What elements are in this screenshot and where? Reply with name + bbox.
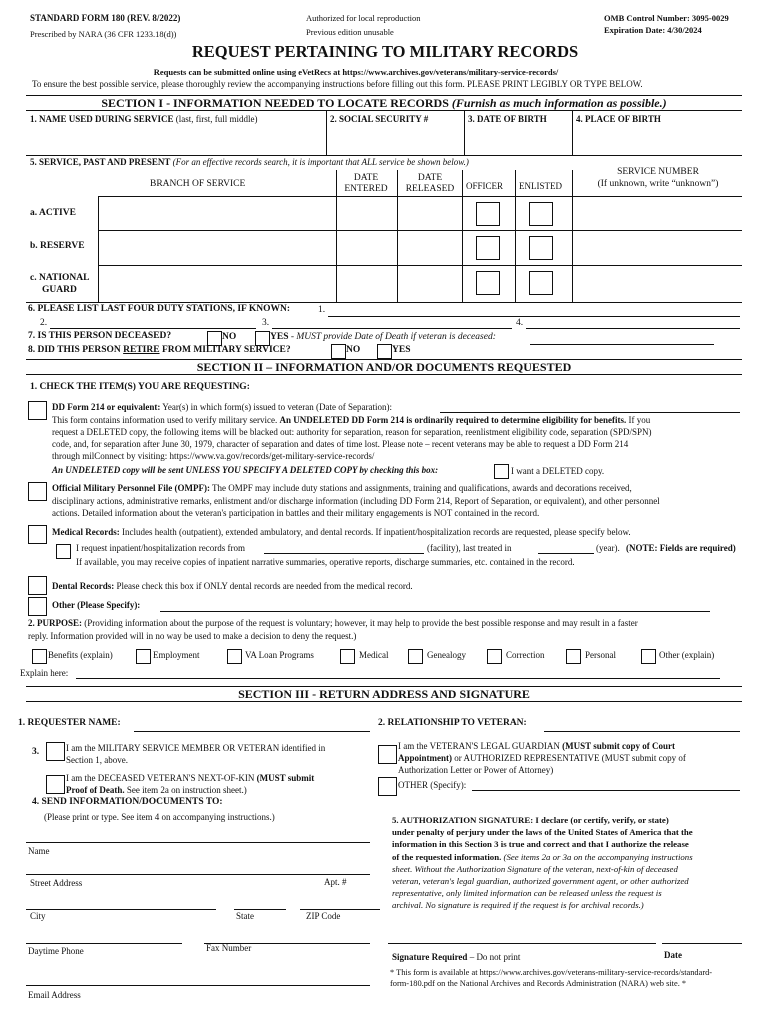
relationship-label: 2. RELATIONSHIP TO VETERAN: <box>378 718 527 728</box>
address-name-field[interactable] <box>26 874 370 875</box>
reserve-enlisted-checkbox[interactable] <box>529 236 553 260</box>
street-address-field[interactable] <box>26 909 216 910</box>
dob-label: 3. DATE OF BIRTH <box>468 114 547 124</box>
section-2-heading: SECTION II – INFORMATION AND/OR DOCUMENTS REQUESTED <box>26 359 742 375</box>
medical-title: Medical Records: <box>52 527 120 537</box>
dd214-line3: code, and, for separation after June 30, 1979, character of separation and dates of time lost. Please note – recent veterans may be able to request a DD Form 214 <box>52 439 629 449</box>
duty-station-1-field[interactable] <box>328 316 740 317</box>
purpose-va-loan-label: VA Loan Programs <box>245 650 314 660</box>
auth-l5: sheet. Without the Authorization Signature of the veteran, next-of-kin of deceased <box>392 863 678 874</box>
section-1-heading <box>26 95 742 111</box>
other-relationship-field[interactable] <box>472 790 740 791</box>
col-date-released-l1: DATE <box>417 173 443 183</box>
veteran-self-label <box>66 742 325 766</box>
explain-label: Explain here: <box>20 668 69 678</box>
year-treated-field[interactable] <box>538 553 594 554</box>
name-used-label <box>30 114 257 124</box>
guardian-checkbox[interactable] <box>378 745 397 764</box>
state-label: State <box>236 911 254 921</box>
section-1-title: SECTION I - INFORMATION NEEDED TO LOCATE RECORDS <box>101 96 449 110</box>
dd214-line1 <box>52 415 650 425</box>
retire-no-checkbox[interactable] <box>331 344 346 359</box>
col-date-entered-l2: ENTERED <box>344 184 388 194</box>
nok-l1a: I am the DECEASED VETERAN'S NEXT-OF-KIN <box>66 773 257 783</box>
purpose-employment-checkbox[interactable] <box>136 649 151 664</box>
ompf-checkbox[interactable] <box>28 482 47 501</box>
medical-checkbox[interactable] <box>28 525 47 544</box>
dd214-checkbox[interactable] <box>28 401 47 420</box>
purpose-other-checkbox[interactable] <box>641 649 656 664</box>
dd214-line2: request a DELETED copy, the following items will be blacked out: authority for separation, reason for separation, reenlistment eligibility code, separation (SPD/SPN) <box>52 427 652 437</box>
apt-field[interactable] <box>234 909 286 910</box>
footer-l1: * This form is available at https://www.archives.gov/veterans-military-service-records/standard- <box>390 968 713 977</box>
pob-label: 4. PLACE OF BIRTH <box>576 114 661 124</box>
daytime-phone-label: Daytime Phone <box>28 946 84 956</box>
purpose-text: (Providing information about the purpose of the request is voluntary; however, it may help to provide the best possible response and may result in a faster <box>82 618 638 628</box>
retire-post: FROM MILITARY SERVICE? <box>159 345 291 355</box>
explain-field[interactable] <box>76 678 720 679</box>
deleted-copy-label: I want a DELETED copy. <box>511 466 605 476</box>
purpose-line1 <box>28 618 638 628</box>
address-name-label: Name <box>28 846 50 856</box>
other-records-field[interactable] <box>160 611 710 612</box>
apt-label: Apt. # <box>324 877 347 887</box>
purpose-line2: reply. Information provided will in no way be used to make a decision to deny the request.) <box>28 631 357 641</box>
auth-l4a: of the requested information. <box>392 851 502 862</box>
signature-label <box>392 952 520 962</box>
dd214-line4: through milConnect by visiting: https://www.va.gov/records/get-military-service-records/ <box>52 451 375 461</box>
ompf-text: The OMPF may include duty stations and assignments, training and qualifications, awards and decorations received, <box>209 483 632 493</box>
nok-l2b: See item 2a on instruction sheet.) <box>124 785 247 795</box>
ssn-label: 2. SOCIAL SECURITY # <box>330 114 429 124</box>
purpose-personal-label: Personal <box>585 650 616 660</box>
next-of-kin-label <box>66 772 314 796</box>
dental-hint: Please check this box if ONLY dental records are needed from the medical record. <box>114 581 413 591</box>
year-label: (year). <box>596 543 620 553</box>
duty-station-2-field[interactable] <box>50 328 256 329</box>
row-guard-l1: c. NATIONAL <box>30 273 90 283</box>
col-date-released-l2: RELEASED <box>405 184 455 194</box>
prescribed-by: Prescribed by NARA (36 CFR 1233.18(d)) <box>30 29 177 39</box>
duty-station-3-field[interactable] <box>272 328 512 329</box>
medical-text: Includes health (outpatient), extended ambulatory, and dental records. If inpatient/hospitalization records are requested, please specify below. <box>119 527 631 537</box>
section-3-heading: SECTION III - RETURN ADDRESS AND SIGNATURE <box>26 686 742 702</box>
dental-checkbox[interactable] <box>28 576 47 595</box>
requester-name-label: 1. REQUESTER NAME: <box>18 718 121 728</box>
dental-line <box>52 581 413 591</box>
guardian-l1a: I am the VETERAN'S LEGAL GUARDIAN <box>398 741 563 751</box>
dd214-title: DD Form 214 or equivalent: <box>52 402 161 412</box>
retire-yes-label: YES <box>392 345 411 355</box>
ompf-line3: actions. Detailed information about the veteran's participation in battles and their military engagements is NOT contained in the record. <box>52 508 540 518</box>
footer-note <box>390 967 712 989</box>
inpatient-checkbox[interactable] <box>56 544 71 559</box>
guardian-l2b: or AUTHORIZED REPRESENTATIVE (MUST submit copy of <box>452 753 686 763</box>
facility-field[interactable] <box>264 553 424 554</box>
name-used-title: 1. NAME USED DURING SERVICE <box>30 114 174 124</box>
nok-l2a: Proof of Death. <box>66 785 125 795</box>
date-label: Date <box>664 950 682 960</box>
other-relationship-label: OTHER (Specify): <box>398 780 467 790</box>
guardian-label <box>398 740 686 776</box>
dd214-line1b: An UNDELETED DD Form 214 is ordinarily required to determine eligibility for benefits. <box>279 415 627 425</box>
purpose-medical-label: Medical <box>359 650 389 660</box>
deceased-yes-note: - MUST provide Date of Death if veteran is deceased: <box>288 332 496 342</box>
auth-l7: representative, only limited information can be released unless the request is <box>392 888 662 899</box>
dental-title: Dental Records: <box>52 581 115 591</box>
previous-edition-note: Previous edition unusable <box>306 27 394 37</box>
dd214-line1c: If you <box>626 415 651 425</box>
auth-l8: archival. No signature is required if the request is for archival records.) <box>392 900 644 911</box>
phone-fax-field[interactable] <box>26 985 370 986</box>
col-service-number-l1: SERVICE NUMBER <box>617 167 699 177</box>
purpose-correction-label: Correction <box>506 650 545 660</box>
auth-l2: under penalty of perjury under the laws of the United States of America that the <box>392 827 693 838</box>
medical-line3: If available, you may receive copies of inpatient narrative summaries, operative reports, discharge summaries, etc. contained in the record. <box>76 557 575 567</box>
other-relationship-checkbox[interactable] <box>378 777 397 796</box>
dd214-line1a: This form contains information used to verify military service. <box>52 415 280 425</box>
name-used-hint: (last, first, full middle) <box>175 114 258 124</box>
purpose-medical-checkbox[interactable] <box>340 649 355 664</box>
email-label: Email Address <box>28 990 81 1000</box>
send-to-label: 4. SEND INFORMATION/DOCUMENTS TO: <box>32 797 223 807</box>
retire-word: RETIRE <box>123 345 160 355</box>
check-items-label: 1. CHECK THE ITEM(S) YOU ARE REQUESTING: <box>30 382 250 392</box>
dd214-years-field[interactable] <box>440 412 740 413</box>
auth-l6: veteran, veteran's legal guardian, authorized government agent, or other authorized <box>392 876 689 887</box>
purpose-genealogy-checkbox[interactable] <box>408 649 423 664</box>
facility-label: (facility), last treated in <box>427 543 512 553</box>
requester-name-field[interactable] <box>134 731 370 732</box>
omb-number: OMB Control Number: 3095-0029 <box>604 13 729 23</box>
purpose-other-label: Other (explain) <box>659 650 715 660</box>
duty-station-4-field[interactable] <box>526 328 740 329</box>
signature-hint: – Do not print <box>467 952 521 962</box>
section-1-subtitle: (Furnish as much information as possible.) <box>451 96 667 110</box>
dd214-header <box>52 402 392 412</box>
active-enlisted-checkbox[interactable] <box>529 202 553 226</box>
veteran-self-l1: I am the MILITARY SERVICE MEMBER OR VETERAN identified in <box>66 743 326 753</box>
auth-l3: information in this Section 3 is true and correct and that I authorize the release <box>392 839 689 850</box>
fields-required-note: (NOTE: Fields are required) <box>626 543 736 553</box>
active-officer-checkbox[interactable] <box>476 202 500 226</box>
deceased-label: 7. IS THIS PERSON DECEASED? <box>28 331 172 341</box>
deceased-yes-checkbox[interactable] <box>255 331 270 346</box>
city-label: City <box>30 911 46 921</box>
deceased-no-label: NO <box>222 332 237 342</box>
date-of-death-field[interactable] <box>530 344 714 345</box>
row-active: a. ACTIVE <box>30 208 76 218</box>
ompf-line2: disciplinary actions, administrative remarks, enlistment and/or discharge information (including DD Form 214, Report of Separation, or equivalent), and other personnel <box>52 496 660 506</box>
other-records-checkbox[interactable] <box>28 597 47 616</box>
retire-yes-checkbox[interactable] <box>377 344 392 359</box>
inpatient-label: I request inpatient/hospitalization records from <box>76 543 245 553</box>
online-submission-note: Requests can be submitted online using eVetRecs at https://www.archives.gov/veterans/military-service-records/ <box>153 67 559 77</box>
form-number: STANDARD FORM 180 (REV. 8/2022) <box>30 13 181 23</box>
send-to-hint: (Please print or type. See item 4 on accompanying instructions.) <box>44 812 275 822</box>
zip-top-field[interactable] <box>300 909 380 910</box>
duty-stations-label: 6. PLEASE LIST LAST FOUR DUTY STATIONS, IF KNOWN: <box>28 304 291 314</box>
footer-l2: form-180.pdf on the National Archives and Records Administration (NARA) web site. * <box>390 979 687 988</box>
retire-no-label: NO <box>346 345 361 355</box>
col-service-number <box>576 166 740 190</box>
guardian-l1b: (MUST submit copy of Court <box>562 741 675 751</box>
deceased-yes-text: YES <box>270 332 289 342</box>
authorized-note: Authorized for local reproduction <box>306 13 421 23</box>
purpose-employment-label: Employment <box>153 650 200 660</box>
veteran-self-l2: Section 1, above. <box>66 755 128 765</box>
duty-station-1-num: 1. <box>318 305 326 315</box>
veteran-self-checkbox[interactable] <box>46 742 65 761</box>
guard-officer-checkbox[interactable] <box>476 271 500 295</box>
next-of-kin-checkbox[interactable] <box>46 775 65 794</box>
authorization-statement <box>392 814 693 912</box>
purpose-benefits-checkbox[interactable] <box>32 649 47 664</box>
nok-l1b: (MUST submit <box>256 773 315 783</box>
duty-station-3-num: 3. <box>262 318 270 328</box>
purpose-genealogy-label: Genealogy <box>427 650 466 660</box>
relationship-field[interactable] <box>544 731 740 732</box>
row-guard-l2: GUARD <box>42 285 77 295</box>
date-field[interactable] <box>662 943 742 944</box>
retire-label <box>28 345 291 355</box>
deceased-no-checkbox[interactable] <box>207 331 222 346</box>
street-address-label: Street Address <box>30 878 83 888</box>
purpose-benefits-label: Benefits (explain) <box>48 650 113 660</box>
col-date-released <box>400 173 460 195</box>
col-service-number-l2: (If unknown, write “unknown”) <box>597 179 719 189</box>
row-reserve: b. RESERVE <box>30 241 85 251</box>
col-officer: OFFICER <box>466 181 504 191</box>
signature-field[interactable] <box>388 943 656 944</box>
guard-enlisted-checkbox[interactable] <box>529 271 553 295</box>
dd214-deleted-note: An UNDELETED copy will be sent UNLESS YOU SPECIFY A DELETED COPY by checking this box: <box>52 465 439 475</box>
item-3-number: 3. <box>32 747 40 757</box>
duty-station-2-num: 2. <box>40 318 48 328</box>
col-enlisted: ENLISTED <box>519 181 562 191</box>
purpose-correction-checkbox[interactable] <box>487 649 502 664</box>
service-title: 5. SERVICE, PAST AND PRESENT <box>30 157 171 167</box>
reserve-officer-checkbox[interactable] <box>476 236 500 260</box>
zip-label: ZIP Code <box>306 911 341 921</box>
fax-number-label: Fax Number <box>206 943 252 953</box>
purpose-va-loan-checkbox[interactable] <box>227 649 242 664</box>
expiration-date: Expiration Date: 4/30/2024 <box>604 25 702 35</box>
service-label <box>30 157 469 167</box>
col-date-entered <box>339 173 393 195</box>
purpose-personal-checkbox[interactable] <box>566 649 581 664</box>
deceased-yes-label <box>270 332 496 342</box>
other-records-label: Other (Please Specify): <box>52 600 141 610</box>
page-title: REQUEST PERTAINING TO MILITARY RECORDS <box>191 42 579 61</box>
ompf-title: Official Military Personnel File (OMPF): <box>52 483 210 493</box>
guardian-l2a: Appointment) <box>398 753 453 763</box>
instructions-note: To ensure the best possible service, please thoroughly review the accompanying instructions before filling out this form. PLEASE PRINT LEGIBLY OR TYPE BELOW. <box>32 79 643 89</box>
auth-l1: 5. AUTHORIZATION SIGNATURE: I declare (or certify, verify, or state) <box>392 815 669 825</box>
row-national-guard <box>30 272 89 296</box>
col-date-entered-l1: DATE <box>353 173 379 183</box>
medical-line1 <box>52 527 631 537</box>
dd214-hint: Year(s) in which form(s) issued to veteran (Date of Separation): <box>160 402 393 412</box>
col-branch: BRANCH OF SERVICE <box>150 179 246 189</box>
service-hint: (For an effective records search, it is important that ALL service be shown below.) <box>172 157 469 167</box>
duty-station-4-num: 4. <box>516 318 524 328</box>
auth-l4b: (See items 2a or 3a on the accompanying instructions <box>501 851 693 862</box>
city-field[interactable] <box>26 943 182 944</box>
deleted-copy-checkbox[interactable] <box>494 464 509 479</box>
purpose-title: 2. PURPOSE: <box>28 618 82 628</box>
guardian-l3: Authorization Letter or Power of Attorney) <box>398 765 554 775</box>
retire-pre: 8. DID THIS PERSON <box>28 345 124 355</box>
signature-required: Signature Required <box>392 952 468 962</box>
ompf-line1 <box>52 483 632 493</box>
